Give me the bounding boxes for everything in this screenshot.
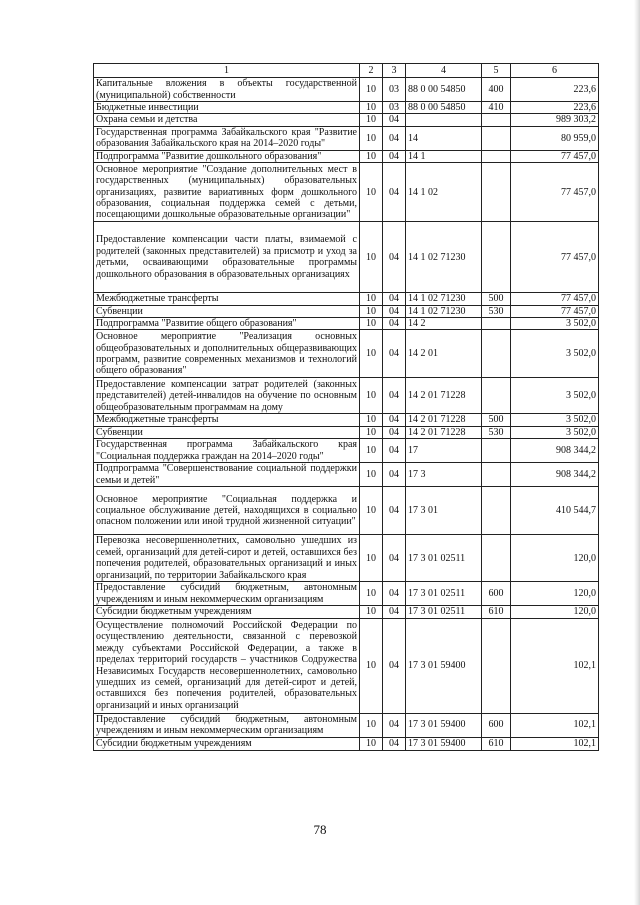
table-row xyxy=(94,222,599,293)
row-amount-cell: 102,1 xyxy=(511,737,599,750)
row-amount-cell: 77 457,0 xyxy=(511,150,599,162)
row-section-cell: 10 xyxy=(360,606,383,618)
row-subsection-cell: 03 xyxy=(383,102,406,114)
row-subsection-cell: 04 xyxy=(383,463,406,487)
table-row xyxy=(94,378,599,414)
row-amount-cell: 77 457,0 xyxy=(511,222,599,293)
table-header-row xyxy=(94,64,599,78)
row-target-article-cell: 14 2 xyxy=(406,318,482,330)
row-section-cell: 10 xyxy=(360,439,383,463)
row-name-cell: Охрана семьи и детства xyxy=(94,114,360,126)
row-subsection-cell: 04 xyxy=(383,126,406,150)
row-name-cell: Государственная программа Забайкальского края "Социальная поддержка граждан на 2014–2020 годы" xyxy=(94,439,360,463)
row-expense-type-cell xyxy=(482,487,511,535)
table-row xyxy=(94,305,599,317)
row-expense-type-cell xyxy=(482,439,511,463)
row-amount-cell: 102,1 xyxy=(511,713,599,737)
row-expense-type-cell xyxy=(482,114,511,126)
row-target-article-cell: 17 3 01 02511 xyxy=(406,582,482,606)
row-amount-cell: 3 502,0 xyxy=(511,426,599,438)
row-expense-type-cell xyxy=(482,378,511,414)
row-expense-type-cell: 500 xyxy=(482,414,511,426)
row-target-article-cell: 88 0 00 54850 xyxy=(406,78,482,102)
row-name-cell: Предоставление субсидий бюджетным, автономным учреждениям и иным некоммерческим организациям xyxy=(94,713,360,737)
row-target-article-cell: 14 2 01 71228 xyxy=(406,426,482,438)
row-name-cell: Субвенции xyxy=(94,426,360,438)
row-expense-type-cell xyxy=(482,618,511,713)
row-name-cell: Перевозка несовершеннолетних, самовольно ушедших из семей, организаций для детей-сирот и детей, оставшихся без попечения родителей, образовательных организаций и иных организаций, по территории Забайкальского края xyxy=(94,535,360,582)
row-target-article-cell: 14 1 02 xyxy=(406,163,482,222)
row-section-cell: 10 xyxy=(360,114,383,126)
row-expense-type-cell xyxy=(482,330,511,378)
row-target-article-cell: 17 3 01 59400 xyxy=(406,713,482,737)
row-section-cell: 10 xyxy=(360,582,383,606)
header-col-4: 4 xyxy=(406,64,482,78)
row-expense-type-cell xyxy=(482,150,511,162)
row-target-article-cell: 14 1 02 71230 xyxy=(406,305,482,317)
header-col-1: 1 xyxy=(94,64,360,78)
row-section-cell: 10 xyxy=(360,737,383,750)
row-target-article-cell: 17 3 01 xyxy=(406,487,482,535)
row-name-cell: Государственная программа Забайкальского края "Развитие образования Забайкальского края на 2014–2020 годы" xyxy=(94,126,360,150)
table-row xyxy=(94,606,599,618)
row-subsection-cell: 04 xyxy=(383,535,406,582)
row-amount-cell: 102,1 xyxy=(511,618,599,713)
row-amount-cell: 120,0 xyxy=(511,535,599,582)
table-row xyxy=(94,414,599,426)
row-name-cell: Бюджетные инвестиции xyxy=(94,102,360,114)
header-col-5: 5 xyxy=(482,64,511,78)
page-number: 78 xyxy=(313,822,327,837)
row-section-cell: 10 xyxy=(360,330,383,378)
row-name-cell: Предоставление субсидий бюджетным, автономным учреждениям и иным некоммерческим организациям xyxy=(94,582,360,606)
row-amount-cell: 3 502,0 xyxy=(511,330,599,378)
table-row xyxy=(94,163,599,222)
row-name-cell: Предоставление компенсации части платы, взимаемой с родителей (законных представителей) за присмотр и уход за детьми, осваивающими образовательные программы дошкольного образования в образовательных организациях xyxy=(94,222,360,293)
row-name-cell: Подпрограмма "Развитие общего образования" xyxy=(94,318,360,330)
row-name-cell: Субвенции xyxy=(94,305,360,317)
row-subsection-cell: 04 xyxy=(383,150,406,162)
row-amount-cell: 80 959,0 xyxy=(511,126,599,150)
row-subsection-cell: 04 xyxy=(383,378,406,414)
row-subsection-cell: 04 xyxy=(383,618,406,713)
row-expense-type-cell xyxy=(482,535,511,582)
row-section-cell: 10 xyxy=(360,305,383,317)
row-target-article-cell: 14 xyxy=(406,126,482,150)
row-expense-type-cell: 610 xyxy=(482,737,511,750)
row-subsection-cell: 04 xyxy=(383,713,406,737)
row-target-article-cell: 14 1 02 71230 xyxy=(406,222,482,293)
budget-table xyxy=(93,63,599,751)
row-name-cell: Основное мероприятие "Создание дополнительных мест в государственных (муниципальных) образовательных организациях, развитие вариативных форм дошкольного образования, социальная поддержка семей с детьми, посещающими дошкольные образовательные организации" xyxy=(94,163,360,222)
row-target-article-cell: 17 3 01 02511 xyxy=(406,606,482,618)
row-expense-type-cell xyxy=(482,318,511,330)
row-expense-type-cell: 600 xyxy=(482,713,511,737)
row-section-cell: 10 xyxy=(360,414,383,426)
row-section-cell: 10 xyxy=(360,463,383,487)
row-expense-type-cell: 600 xyxy=(482,582,511,606)
row-name-cell: Основное мероприятие "Социальная поддержка и социальное обслуживание детей, находящихся в социально опасном положении или иной трудной жизненной ситуации" xyxy=(94,487,360,535)
row-name-cell: Осуществление полномочий Российской Федерации по осуществлению деятельности, связанной с перевозкой между субъектами Российской Федерации, а также в пределах территорий государств – участников Содружества Независимых Государств несовершеннолетних, самовольно ушедших из семей, организаций для детей-сирот и детей, оставшихся без попечения родителей, образовательных организаций и иных организаций xyxy=(94,618,360,713)
row-expense-type-cell xyxy=(482,163,511,222)
row-section-cell: 10 xyxy=(360,426,383,438)
row-target-article-cell xyxy=(406,114,482,126)
row-subsection-cell: 04 xyxy=(383,330,406,378)
row-section-cell: 10 xyxy=(360,487,383,535)
row-section-cell: 10 xyxy=(360,78,383,102)
row-subsection-cell: 04 xyxy=(383,222,406,293)
row-amount-cell: 989 303,2 xyxy=(511,114,599,126)
row-subsection-cell: 04 xyxy=(383,114,406,126)
row-section-cell: 10 xyxy=(360,713,383,737)
row-subsection-cell: 04 xyxy=(383,163,406,222)
row-expense-type-cell: 400 xyxy=(482,78,511,102)
row-name-cell: Основное мероприятие "Реализация основных общеобразовательных и дополнительных общеразвивающих программ, развитие современных механизмов и технологий общего образования" xyxy=(94,330,360,378)
row-section-cell: 10 xyxy=(360,378,383,414)
row-subsection-cell: 04 xyxy=(383,318,406,330)
row-amount-cell: 3 502,0 xyxy=(511,378,599,414)
row-amount-cell: 3 502,0 xyxy=(511,318,599,330)
row-subsection-cell: 04 xyxy=(383,582,406,606)
table-row xyxy=(94,114,599,126)
header-col-2: 2 xyxy=(360,64,383,78)
table-row xyxy=(94,535,599,582)
table-row xyxy=(94,487,599,535)
row-expense-type-cell: 500 xyxy=(482,293,511,305)
row-amount-cell: 3 502,0 xyxy=(511,414,599,426)
row-section-cell: 10 xyxy=(360,150,383,162)
row-expense-type-cell xyxy=(482,463,511,487)
table-row xyxy=(94,126,599,150)
row-amount-cell: 77 457,0 xyxy=(511,163,599,222)
row-section-cell: 10 xyxy=(360,618,383,713)
row-expense-type-cell: 410 xyxy=(482,102,511,114)
table-row xyxy=(94,102,599,114)
row-target-article-cell: 14 1 xyxy=(406,150,482,162)
table-row xyxy=(94,618,599,713)
table-row xyxy=(94,426,599,438)
row-target-article-cell: 17 3 01 59400 xyxy=(406,618,482,713)
row-subsection-cell: 04 xyxy=(383,293,406,305)
row-name-cell: Субсидии бюджетным учреждениям xyxy=(94,737,360,750)
row-name-cell: Субсидии бюджетным учреждениям xyxy=(94,606,360,618)
row-name-cell: Предоставление компенсации затрат родителей (законных представителей) детей-инвалидов на обучение по основным общеобразовательным программам на дому xyxy=(94,378,360,414)
table-row xyxy=(94,582,599,606)
row-amount-cell: 223,6 xyxy=(511,78,599,102)
row-subsection-cell: 04 xyxy=(383,487,406,535)
row-target-article-cell: 14 2 01 71228 xyxy=(406,378,482,414)
table-row xyxy=(94,713,599,737)
row-section-cell: 10 xyxy=(360,222,383,293)
row-target-article-cell: 17 3 xyxy=(406,463,482,487)
table-row xyxy=(94,463,599,487)
row-expense-type-cell: 530 xyxy=(482,305,511,317)
row-section-cell: 10 xyxy=(360,126,383,150)
row-amount-cell: 77 457,0 xyxy=(511,305,599,317)
row-name-cell: Межбюджетные трансферты xyxy=(94,293,360,305)
table-row xyxy=(94,439,599,463)
row-section-cell: 10 xyxy=(360,535,383,582)
header-col-3: 3 xyxy=(383,64,406,78)
row-subsection-cell: 04 xyxy=(383,426,406,438)
table-row xyxy=(94,318,599,330)
row-amount-cell: 410 544,7 xyxy=(511,487,599,535)
row-expense-type-cell xyxy=(482,126,511,150)
row-section-cell: 10 xyxy=(360,293,383,305)
row-amount-cell: 908 344,2 xyxy=(511,439,599,463)
row-section-cell: 10 xyxy=(360,318,383,330)
row-amount-cell: 120,0 xyxy=(511,606,599,618)
row-subsection-cell: 04 xyxy=(383,737,406,750)
row-target-article-cell: 14 2 01 71228 xyxy=(406,414,482,426)
row-expense-type-cell: 610 xyxy=(482,606,511,618)
table-row xyxy=(94,78,599,102)
row-subsection-cell: 04 xyxy=(383,606,406,618)
row-name-cell: Подпрограмма "Развитие дошкольного образования" xyxy=(94,150,360,162)
table-row xyxy=(94,150,599,162)
table-row xyxy=(94,330,599,378)
row-target-article-cell: 17 xyxy=(406,439,482,463)
row-section-cell: 10 xyxy=(360,102,383,114)
budget-table-body xyxy=(94,64,599,751)
row-target-article-cell: 14 1 02 71230 xyxy=(406,293,482,305)
row-expense-type-cell xyxy=(482,222,511,293)
row-subsection-cell: 03 xyxy=(383,78,406,102)
row-target-article-cell: 17 3 01 59400 xyxy=(406,737,482,750)
row-target-article-cell: 17 3 01 02511 xyxy=(406,535,482,582)
row-name-cell: Подпрограмма "Совершенствование социальной поддержки семьи и детей" xyxy=(94,463,360,487)
table-row xyxy=(94,737,599,750)
row-expense-type-cell: 530 xyxy=(482,426,511,438)
row-target-article-cell: 88 0 00 54850 xyxy=(406,102,482,114)
row-name-cell: Межбюджетные трансферты xyxy=(94,414,360,426)
row-name-cell: Капитальные вложения в объекты государственной (муниципальной) собственности xyxy=(94,78,360,102)
row-amount-cell: 223,6 xyxy=(511,102,599,114)
header-col-6: 6 xyxy=(511,64,599,78)
row-section-cell: 10 xyxy=(360,163,383,222)
row-subsection-cell: 04 xyxy=(383,305,406,317)
row-amount-cell: 908 344,2 xyxy=(511,463,599,487)
row-target-article-cell: 14 2 01 xyxy=(406,330,482,378)
table-row xyxy=(94,293,599,305)
row-subsection-cell: 04 xyxy=(383,414,406,426)
row-amount-cell: 77 457,0 xyxy=(511,293,599,305)
row-subsection-cell: 04 xyxy=(383,439,406,463)
page-edge-shadow xyxy=(634,0,640,905)
row-amount-cell: 120,0 xyxy=(511,582,599,606)
